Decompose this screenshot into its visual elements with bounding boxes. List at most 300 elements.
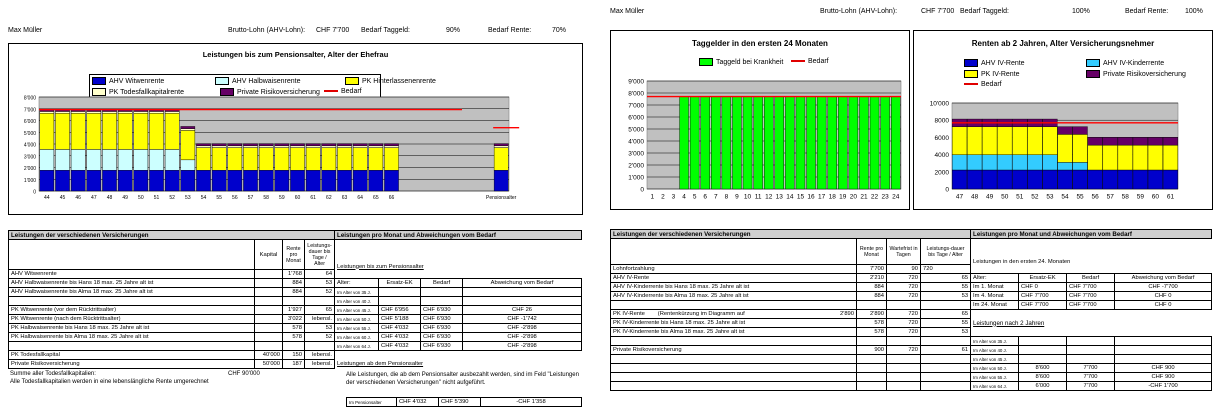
bar-segment xyxy=(71,111,85,113)
bar-segment xyxy=(353,148,367,171)
bar-segment xyxy=(1133,145,1148,170)
legend-item: Private Risikoversicherung xyxy=(220,88,320,96)
x-tick-label: 54 xyxy=(1061,193,1069,201)
y-tick-label: 3'000 xyxy=(628,150,644,158)
sub-pension: Leistungen bis zum Pensionsalter xyxy=(337,263,424,270)
brutto-label: Brutto-Lohn (AHV-Lohn): xyxy=(228,27,306,34)
bar-segment xyxy=(1012,155,1027,170)
legend-item: Bedarf xyxy=(791,58,829,65)
col-dauer: Leistungs-dauer bis Tage / Alter xyxy=(921,239,971,265)
bar-segment xyxy=(212,148,226,171)
bar-segment xyxy=(275,146,289,148)
x-tick-label: 51 xyxy=(1016,193,1024,201)
bar-segment xyxy=(1073,162,1088,170)
bar-segment xyxy=(71,113,85,149)
bar-segment xyxy=(369,148,383,171)
bar-segment xyxy=(494,146,508,148)
bar-segment xyxy=(134,111,148,113)
bar-segment xyxy=(181,130,195,159)
bar-segment xyxy=(212,146,226,148)
y-tick-label: 2000 xyxy=(934,169,949,177)
table-right-title: Leistungen pro Monat und Abweichungen vom Bedarf xyxy=(335,231,582,240)
bar-segment xyxy=(165,170,179,191)
x-tick-label: 56 xyxy=(1091,193,1099,201)
x-tick-label: 52 xyxy=(169,195,175,201)
bar-segment xyxy=(384,170,398,191)
x-tick-label: 20 xyxy=(849,193,857,201)
y-tick-label: 1'000 xyxy=(23,177,36,184)
legend-item: PK IV-Rente xyxy=(964,70,1020,78)
table-row: Private Risikoversicherung xyxy=(611,346,857,355)
bar-segment xyxy=(369,146,383,148)
bar-segment xyxy=(196,148,210,171)
bar-segment xyxy=(743,97,752,189)
col-warte: Wartefrist in Tagen xyxy=(887,239,921,265)
table-row: PK Todesfallkapital xyxy=(9,351,255,360)
x-tick-label: 52 xyxy=(1031,193,1039,201)
bar-segment xyxy=(181,129,195,131)
after-title: Leistungen ab dem Pensionsalter xyxy=(337,361,424,367)
bar-segment xyxy=(1027,170,1042,189)
x-tick-label: 47 xyxy=(955,193,964,201)
bar-segment xyxy=(228,148,242,171)
bar-segment xyxy=(243,148,257,171)
bar-segment xyxy=(1088,145,1103,170)
bar-segment xyxy=(732,97,741,189)
table-row: AHV Witwenrente xyxy=(9,270,255,279)
bar-segment xyxy=(1133,170,1148,189)
bar-segment xyxy=(859,97,868,189)
bar-segment xyxy=(322,170,336,191)
x-tick-label: 59 xyxy=(279,195,285,201)
chart-title: Renten ab 2 Jahren, Alter Versicherungsnehmer xyxy=(971,39,1155,48)
bar-segment xyxy=(228,146,242,148)
y-tick-label: 8'000 xyxy=(23,95,36,102)
x-tick-label: 46 xyxy=(75,195,81,201)
table-row: AHV IV-Kinderrente bis Alma 18 max. 25 Jahre alt ist xyxy=(611,292,857,301)
x-tick-label: 64 xyxy=(357,195,363,201)
sum-value: CHF 90'000 xyxy=(228,371,260,377)
bar-segment xyxy=(967,170,982,189)
col-dauer: Leistungs-dauer bis Tage / Alter xyxy=(305,240,335,270)
y-tick-label: 5'000 xyxy=(23,130,36,137)
bar-segment xyxy=(243,144,257,146)
y-tick-label: 4000 xyxy=(934,152,949,160)
table-left: Leistungen der verschiedenen Versicherungen Leistungen pro Monat und Abweichungen vom Bedarf Kapital Rente pro Monat Leistungs-dauer bis Tage / Alter Leistungen bis zum Pensionsalter AHV Witwenrente 1'768 64 AHV Halbwaisenrente bis Hans 18 max. 25 Jahre alt ist 884 53 Alter: Ersatz-EK Bedarf Abweichung vom Bedarf AHV Halbwaisenrente bis Alma 18 max. 25 Jahre alt ist 884 52 Im Alter von 35 J. Im Alter von 40 J. PK Witwenrente (vor dem Rücktrittsalter) 1'927 65 Im Alter von 45 J. CHF 6'956 CHF 6'930 CHF 26 PK Witwenrente (nach dem Rücktrittsalter) 3'022 lebensl. Im Alter von 50 J. CHF 5'188 CHF 6'930 CHF -1'742 PK Halbwaisenrente bis Hans 18 max. 25 Jahre alt ist 578 53 Im Alter von 55 J. CHF 4'032 CHF 6'930 CHF -2'898 PK Halbwaisenrente bis Alma 18 max. 25 Jahre alt ist 578 52 Im Alter von 60 J. CHF 4'032 CHF 6'930 CHF -2'898 Im Alter von 64 J. CHF 4'032 CHF 6'930 CHF -2'898 PK Todesfallkapital 40'000 150 lebensl. Private Risikoversicherung 50'000 187 lebensl. Leistungen ab dem Pensionsalter xyxy=(8,230,582,369)
bar-segment xyxy=(134,113,148,149)
bar-segment xyxy=(952,155,967,170)
bar-segment xyxy=(290,144,304,146)
bar-segment xyxy=(102,111,116,113)
x-tick-label: 19 xyxy=(839,193,847,201)
chart-title: Taggelder in den ersten 24 Monaten xyxy=(692,39,828,48)
bar-segment xyxy=(40,111,54,113)
x-tick-label: 57 xyxy=(1106,193,1114,201)
y-tick-label: 2'000 xyxy=(628,162,644,170)
bar-segment xyxy=(817,97,826,189)
bar-segment xyxy=(838,97,847,189)
bar-segment xyxy=(322,148,336,171)
bar-segment xyxy=(196,144,210,146)
x-tick-label: 10 xyxy=(743,193,752,201)
x-tick-label: 65 xyxy=(373,195,379,201)
bar-segment xyxy=(1027,127,1042,155)
y-tick-label: 2'000 xyxy=(23,166,36,172)
table-right-title: Leistungen pro Monat und Abweichungen vom Bedarf xyxy=(971,230,1212,239)
x-tick-label: 23 xyxy=(881,193,889,201)
chart-plot xyxy=(9,44,580,214)
x-tick-label: 50 xyxy=(1001,193,1009,201)
x-tick-label: 48 xyxy=(106,195,113,201)
x-tick-label: 62 xyxy=(326,195,332,201)
bar-segment xyxy=(1088,170,1103,189)
bar-segment xyxy=(849,97,858,189)
table-row: AHV IV-Kinderrente bis Hans 18 max. 25 Jahre alt ist xyxy=(611,283,857,292)
bar-segment xyxy=(1163,170,1178,189)
bar-segment xyxy=(40,170,54,191)
legend-item: AHV IV-Kinderrente xyxy=(1086,59,1164,67)
y-tick-label: 7'000 xyxy=(23,107,36,114)
table-row: PK Halbwaisenrente bis Hans 18 max. 25 Jahre alt ist xyxy=(9,324,255,333)
bar-segment xyxy=(1012,170,1027,189)
bar-segment xyxy=(690,97,699,189)
bar-segment xyxy=(1148,170,1163,189)
legend-item: PK Todesfallkapitalrente xyxy=(92,88,184,96)
person-name: Max Müller xyxy=(610,8,645,15)
bar-segment xyxy=(785,97,794,189)
x-tick-label: 22 xyxy=(870,193,879,201)
bar-segment xyxy=(1058,134,1073,162)
table-row: AHV Halbwaisenrente bis Alma 18 max. 25 Jahre alt ist xyxy=(9,288,255,297)
y-tick-label: 0 xyxy=(945,186,949,194)
bar-segment xyxy=(243,170,257,191)
y-tick-label: 6'000 xyxy=(23,119,36,125)
y-tick-label: 9'000 xyxy=(628,78,644,86)
y-tick-label: 4'000 xyxy=(23,142,36,149)
bar-segment xyxy=(149,113,163,149)
bar-segment xyxy=(1012,127,1027,155)
x-tick-label: 61 xyxy=(310,195,316,201)
legend-item: PK Hinterlassenenrente xyxy=(345,77,436,85)
x-tick-label: 61 xyxy=(1166,193,1175,201)
bar-segment xyxy=(290,170,304,191)
x-tick-label: 54 xyxy=(200,195,207,201)
bar-segment xyxy=(1148,137,1163,145)
x-tick-label: 53 xyxy=(1046,193,1054,201)
bar-segment xyxy=(997,155,1012,170)
y-tick-label: 4'000 xyxy=(628,138,644,146)
table-row: PK Witwenrente (nach dem Rücktrittsalter) xyxy=(9,315,255,324)
pension-row: Im Pensionsalter CHF 4'032 CHF 5'390 -CHF 1'358 xyxy=(346,397,582,407)
legend-item: Private Risikoversicherung xyxy=(1086,70,1186,78)
bar-segment xyxy=(118,113,132,149)
bar-segment xyxy=(259,148,273,171)
sub-24: Leistungen in den ersten 24. Monaten xyxy=(973,258,1071,265)
x-tick-label: 21 xyxy=(860,193,868,201)
bar-segment xyxy=(1118,145,1133,170)
bar-segment xyxy=(212,144,226,146)
taggeld-value: 100% xyxy=(1072,8,1090,15)
bar-segment xyxy=(306,144,320,146)
rente-value: 70% xyxy=(552,27,567,34)
y-tick-label: 6'000 xyxy=(628,114,644,122)
x-tick-label: 49 xyxy=(122,195,128,201)
bar-segment xyxy=(228,170,242,191)
note-capital: Alle Todesfallkapitalien werden in eine lebenslängliche Rente umgerechnet xyxy=(10,379,209,385)
taggeld-label: Bedarf Taggeld: xyxy=(960,8,1009,15)
x-tick-label: 50 xyxy=(138,195,144,201)
x-tick-label: 56 xyxy=(232,195,238,201)
bar-segment xyxy=(322,144,336,146)
bar-segment xyxy=(384,148,398,171)
bar-segment xyxy=(55,113,69,149)
bar-segment xyxy=(1103,170,1118,189)
x-tick-label: 60 xyxy=(294,195,301,201)
bar-segment xyxy=(87,113,101,149)
col-rente: Rente pro Monat xyxy=(283,240,305,270)
table-title: Leistungen der verschiedenen Versicherungen xyxy=(611,230,971,239)
bar-segment xyxy=(982,155,997,170)
bar-segment xyxy=(275,144,289,146)
bar-segment xyxy=(149,111,163,113)
bar-segment xyxy=(722,97,731,189)
bar-segment xyxy=(775,97,784,189)
bar-segment xyxy=(337,148,351,171)
bar-segment xyxy=(243,146,257,148)
bar-segment xyxy=(353,144,367,146)
bar-segment xyxy=(290,148,304,171)
brutto-value: CHF 7'700 xyxy=(921,8,955,15)
bar-segment xyxy=(952,127,967,155)
x-tick-label: 8 xyxy=(724,193,729,201)
bar-segment xyxy=(87,149,101,170)
bar-segment xyxy=(1073,170,1088,189)
bar-segment xyxy=(134,170,148,191)
x-tick-label: 58 xyxy=(1121,193,1129,201)
y-tick-label: 0 xyxy=(640,186,644,194)
bar-segment xyxy=(369,144,383,146)
bar-segment xyxy=(102,170,116,191)
x-tick-label: 55 xyxy=(216,195,222,201)
bar-segment xyxy=(118,111,132,113)
bar-segment xyxy=(1118,137,1133,145)
brutto-label: Brutto-Lohn (AHV-Lohn): xyxy=(820,8,898,15)
legend-item: Bedarf xyxy=(964,81,1002,88)
legend-item: AHV Witwenrente xyxy=(92,77,164,85)
bar-segment xyxy=(118,149,132,170)
after-text: Alle Leistungen, die ab dem Pensionsalter ausbezahlt werden, sind im Feld "Leistungen der verschiedenen Versicherungen" nicht aufgeführt. xyxy=(346,372,579,386)
bar-segment xyxy=(764,97,773,189)
rente-value: 100% xyxy=(1185,8,1203,15)
y-tick-label: 5'000 xyxy=(628,126,644,134)
taggeld-value: 90% xyxy=(446,27,461,34)
bar-segment xyxy=(181,160,195,170)
bar-segment xyxy=(1148,145,1163,170)
chart-plot xyxy=(914,31,1210,209)
bar-segment xyxy=(149,149,163,170)
x-tick-label: 48 xyxy=(970,193,979,201)
chart-renten xyxy=(913,30,1213,210)
legend-item: Taggeld bei Krankheit xyxy=(699,58,783,66)
x-tick-label: 63 xyxy=(341,195,348,201)
x-tick-label: 55 xyxy=(1076,193,1084,201)
y-tick-label: 1'000 xyxy=(628,174,644,182)
bar-segment xyxy=(275,170,289,191)
y-tick-label: 7'000 xyxy=(628,102,644,110)
bar-segment xyxy=(102,149,116,170)
y-tick-label: 8000 xyxy=(934,117,949,125)
bar-segment xyxy=(1163,137,1178,145)
bar-segment xyxy=(165,113,179,149)
sub-after: Leistungen nach 2 Jahren xyxy=(973,319,1045,327)
bar-segment xyxy=(40,113,54,149)
table-row: AHV IV-Rente xyxy=(611,274,857,283)
y-tick-label: 0 xyxy=(33,189,36,196)
y-tick-label: 6000 xyxy=(934,134,949,142)
bar-segment xyxy=(102,113,116,149)
bar-segment xyxy=(1163,145,1178,170)
person-name: Max Müller xyxy=(8,27,43,34)
table-row: Lohnfortzahlung xyxy=(611,265,857,274)
x-tick-label: 2 xyxy=(661,193,665,201)
x-tick-label: 9 xyxy=(735,193,739,201)
table-row: PK IV-Rente (Rentenkürzung im Diagramm auf 2'890 xyxy=(611,310,857,319)
legend-item: Bedarf xyxy=(324,88,362,95)
x-tick-label: 3 xyxy=(671,193,676,201)
bar-segment xyxy=(680,97,689,189)
bar-segment xyxy=(1073,134,1088,162)
taggeld-label: Bedarf Taggeld: xyxy=(361,27,410,34)
table-row: PK Witwenrente (vor dem Rücktrittsalter) xyxy=(9,306,255,315)
bar-segment xyxy=(306,170,320,191)
bar-segment xyxy=(494,144,508,146)
x-tick-label: 14 xyxy=(786,193,794,201)
bar-segment xyxy=(87,111,101,113)
x-tick-label: Pensionsalter xyxy=(486,195,517,201)
bar-segment xyxy=(337,170,351,191)
x-tick-label: 66 xyxy=(388,195,395,201)
bar-segment xyxy=(384,146,398,148)
bar-segment xyxy=(353,146,367,148)
bar-segment xyxy=(353,170,367,191)
bar-segment xyxy=(1103,145,1118,170)
bar-segment xyxy=(228,144,242,146)
table-row: PK IV-Kinderrente bis Alma 18 max. 25 Jahre alt ist xyxy=(611,328,857,337)
table-row: PK Halbwaisenrente bis Alma 18 max. 25 Jahre alt ist xyxy=(9,333,255,342)
chart-taggeld xyxy=(610,30,910,210)
bar-segment xyxy=(181,126,195,128)
bar-segment xyxy=(1043,170,1058,189)
bar-segment xyxy=(337,144,351,146)
bar-segment xyxy=(369,170,383,191)
bar-segment xyxy=(337,146,351,148)
table-title: Leistungen der verschiedenen Versicherungen xyxy=(9,231,335,240)
bar-segment xyxy=(1058,170,1073,189)
legend-item: AHV IV-Rente xyxy=(964,59,1025,67)
bar-segment xyxy=(1088,137,1103,145)
x-tick-label: 57 xyxy=(247,195,254,201)
x-tick-label: 1 xyxy=(650,193,655,201)
bar-segment xyxy=(1058,162,1073,170)
bar-segment xyxy=(982,127,997,155)
x-tick-label: 17 xyxy=(818,193,826,201)
bar-segment xyxy=(796,97,805,189)
x-tick-label: 13 xyxy=(775,193,783,201)
y-tick-label: 3'000 xyxy=(23,154,36,161)
x-tick-label: 49 xyxy=(986,193,994,201)
bar-segment xyxy=(118,170,132,191)
bar-segment xyxy=(384,144,398,146)
bar-segment xyxy=(275,148,289,171)
bar-segment xyxy=(1058,127,1073,135)
bar-segment xyxy=(306,146,320,148)
bar-segment xyxy=(967,155,982,170)
x-tick-label: 51 xyxy=(153,195,160,201)
bar-segment xyxy=(196,146,210,148)
bar-segment xyxy=(40,149,54,170)
x-tick-label: 47 xyxy=(91,195,97,201)
bar-segment xyxy=(1073,127,1088,135)
x-tick-label: 44 xyxy=(44,195,50,201)
bar-segment xyxy=(1043,155,1058,170)
bar-segment xyxy=(259,146,273,148)
bar-segment xyxy=(1103,137,1118,145)
bar-segment xyxy=(828,97,837,189)
brutto-value: CHF 7'700 xyxy=(316,27,350,34)
legend-item: AHV Halbwaisenrente xyxy=(215,77,300,85)
bar-segment xyxy=(290,146,304,148)
y-tick-label: 8'000 xyxy=(628,90,644,98)
bar-segment xyxy=(967,127,982,155)
chart-plot xyxy=(611,31,907,209)
bar-segment xyxy=(754,97,763,189)
bar-segment xyxy=(997,170,1012,189)
bar-segment xyxy=(494,170,508,191)
col-rente: Rente pro Monat xyxy=(857,239,887,265)
bar-segment xyxy=(1043,127,1058,155)
bar-segment xyxy=(71,170,85,191)
bar-segment xyxy=(71,149,85,170)
bar-segment xyxy=(259,170,273,191)
col-kapital: Kapital xyxy=(255,240,283,270)
table-right: Leistungen der verschiedenen Versicherungen Leistungen pro Monat und Abweichungen vom Bedarf Rente pro Monat Wartefrist in Tagen Leistungs-dauer bis Tage / Alter Leistungen in den ersten 24. Monaten Lohnfortzahlung 7'700 90 720 AHV IV-Rente 2'210 720 65 Alter: Ersatz-EK Bedarf Abweichung vom Bedarf AHV IV-Kinderrente bis Hans 18 max. 25 Jahre alt ist 884 720 55 Im 1. Monat CHF 0 CHF 7'700 CHF -7'700 AHV IV-Kinderrente bis Alma 18 max. 25 Jahre alt ist 884 720 53 Im 4. Monat CHF 7'700 CHF 7'700 CHF 0 Im 24. Monat CHF 7'700 CHF 7'700 CHF 0 PK IV-Rente (Rentenkürzung im Diagramm auf 2'890 2'890 720 65 PK IV-Kinderrente bis Hans 18 max. 25 Jahre alt ist 578 720 55 Leistungen nach 2 Jahren PK IV-Kinderrente bis Alma 18 max. 25 Jahre alt ist 578 720 53 Im Alter von 35 J. Private Risikoversicherung 900 720 61 Im Alter von 40 J. Im Alter von 45 J. Im Alter von 50 J. 8'600 7'700 CHF 900 Im Alter von 55 J. 8'600 7'700 CHF 900 Im Alter von 64 J. 6'000 7'700 -CHF 1'700 xyxy=(610,229,1212,391)
x-tick-label: 16 xyxy=(807,193,815,201)
bar-segment xyxy=(259,144,273,146)
bar-segment xyxy=(165,149,179,170)
bar-segment xyxy=(701,97,710,189)
bar-segment xyxy=(807,97,816,189)
bar-segment xyxy=(181,170,195,191)
bar-segment xyxy=(212,170,226,191)
x-tick-label: 24 xyxy=(892,193,900,201)
bar-segment xyxy=(165,111,179,113)
bar-segment xyxy=(55,149,69,170)
x-tick-label: 6 xyxy=(703,193,708,201)
x-tick-label: 11 xyxy=(754,193,762,201)
x-tick-label: 12 xyxy=(765,193,773,201)
table-row: AHV Halbwaisenrente bis Hans 18 max. 25 Jahre alt ist xyxy=(9,279,255,288)
bar-segment xyxy=(322,146,336,148)
sum-label: Summe aller Todesfallkapitalien: xyxy=(10,371,96,377)
bar-segment xyxy=(55,111,69,113)
bar-segment xyxy=(87,170,101,191)
bar-segment xyxy=(149,170,163,191)
bar-segment xyxy=(306,148,320,171)
x-tick-label: 45 xyxy=(59,195,66,201)
rente-label: Bedarf Rente: xyxy=(1125,8,1169,15)
bar-segment xyxy=(952,170,967,189)
bar-segment xyxy=(711,97,720,189)
